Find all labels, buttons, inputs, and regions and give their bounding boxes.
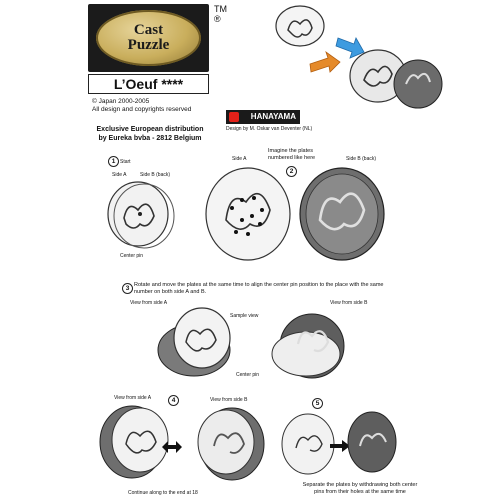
step-4-view-b-label: View from side B (210, 397, 248, 403)
step-3-number: 3 (122, 283, 133, 294)
step-3-side-a-illustration (150, 302, 250, 382)
step-5-illustration (280, 406, 400, 482)
step-1-number: 1 (108, 156, 119, 167)
step-5-number: 5 (312, 398, 323, 409)
orange-arrow-icon (310, 52, 340, 72)
step-4-number: 4 (168, 395, 179, 406)
registered-mark: ® (214, 14, 221, 24)
step-4-view-a-label: View from side A (114, 395, 152, 401)
copyright-text (92, 98, 232, 114)
step-2-side-a-illustration (202, 160, 294, 264)
step-3-text: Rotate and move the plates at the same time to align the center pin position to the place with the same number on both side A and B. (134, 282, 384, 295)
step-1-illustration (100, 178, 190, 260)
step-2-side-b-label: Side B (back) (346, 156, 377, 162)
top-illustration (258, 0, 478, 110)
step-2-number: 2 (286, 166, 297, 177)
copyright-line-1: © Japan 2000-2005 (92, 98, 150, 105)
step-3-sample-label: Sample view (230, 313, 259, 319)
trademark-mark: TM (214, 4, 227, 14)
puzzle-title: L’Oeuf **** (88, 74, 209, 94)
swap-arrow-icon (160, 440, 184, 454)
hanayama-text: HANAYAMA (250, 112, 296, 121)
distribution-line-1: Exclusive European distribution (96, 126, 204, 133)
distribution-line-2: by Eureka bvba - 2812 Belgium (98, 134, 202, 142)
step-4-continue-text: Continue along to the end at 18 (128, 490, 198, 496)
logo-line-2: Puzzle (127, 37, 170, 53)
blue-arrow-icon (336, 38, 364, 58)
designer-credit: Design by M. Oskar van Deventer (NL) (226, 126, 313, 132)
step-2-imagine-text: Imagine the plates numbered like here (268, 148, 316, 161)
step-5-text: Separate the plates by withdrawing both center pins from their holes at the same time (302, 482, 418, 495)
step-1-side-a-label: Side A (112, 172, 127, 178)
distribution-text (80, 126, 220, 143)
hanayama-logo (226, 110, 300, 124)
step-1-start-label: Start (120, 159, 131, 165)
step-4-side-b-illustration (186, 402, 276, 484)
step-3-center-pin-label: Center pin (236, 372, 260, 378)
hanayama-mark-icon (229, 112, 239, 122)
step-1-side-b-label: Side B (back) (140, 172, 171, 178)
step-3-side-b-illustration (262, 304, 362, 384)
step-3-view-b-label: View from side B (330, 300, 368, 306)
step-2-side-a-label: Side A (232, 156, 247, 162)
cast-puzzle-logo (88, 4, 209, 72)
step-3-view-a-label: View from side A (130, 300, 168, 306)
logo-oval (96, 10, 201, 66)
logo-line-1: Cast (133, 22, 164, 38)
egg-plate-top (276, 6, 324, 46)
copyright-line-2: All design and copyrights reserved (92, 106, 192, 113)
step-1-center-pin-label: Center pin (120, 253, 144, 259)
step-2-side-b-illustration (296, 160, 388, 264)
egg-plate-bottom (350, 50, 442, 108)
